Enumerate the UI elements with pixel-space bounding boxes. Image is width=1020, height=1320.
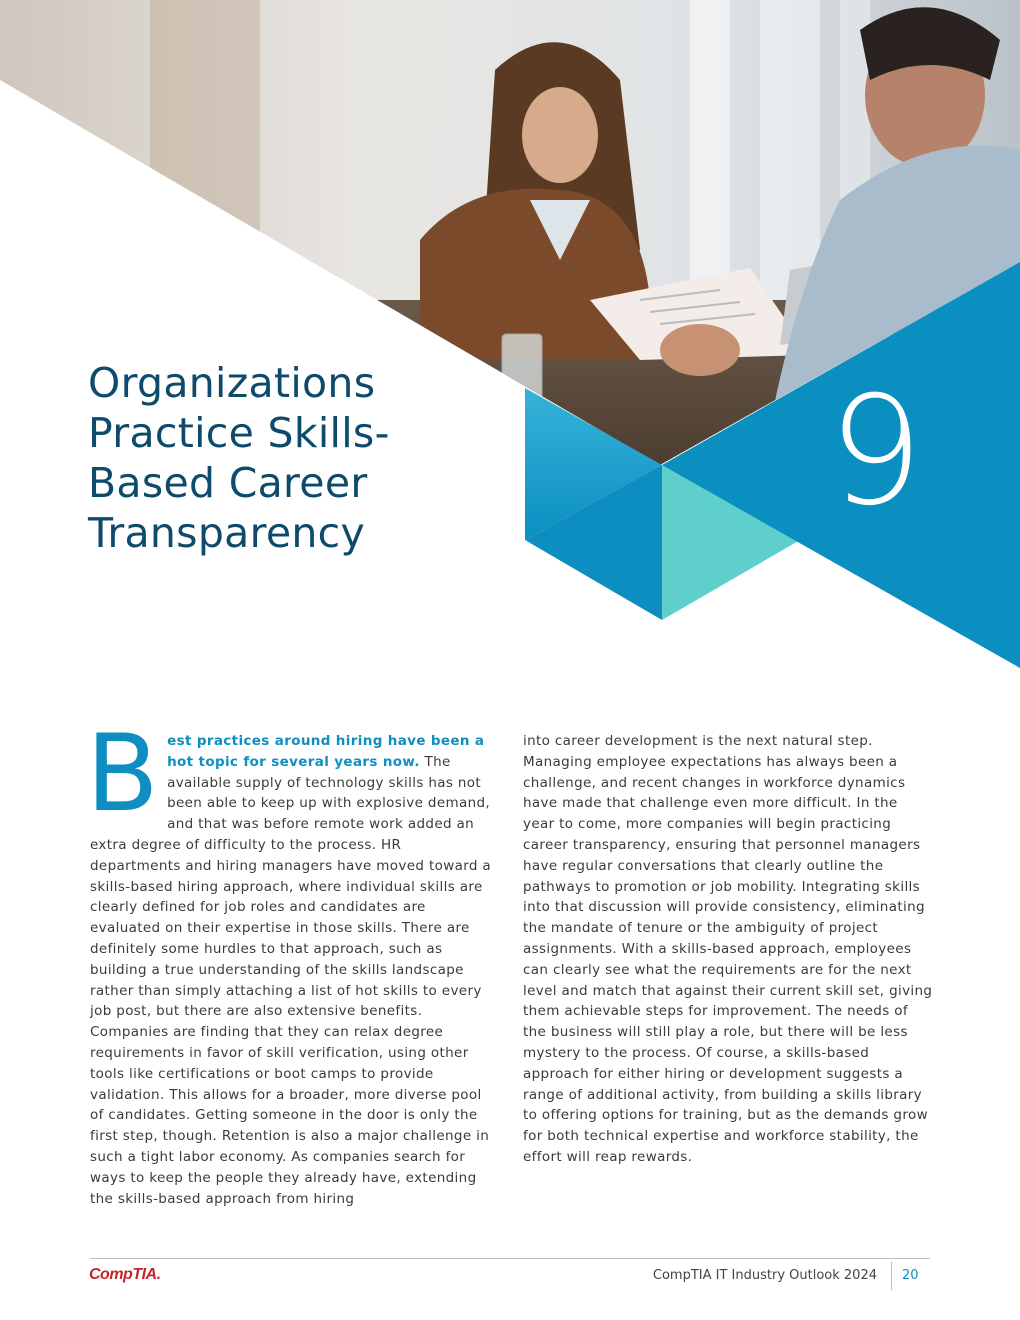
chapter-number: 9 [828, 365, 924, 539]
article-column-left [86, 712, 496, 1209]
footer-rule [90, 1258, 930, 1259]
comptia-logo: CompTIA. [89, 1266, 161, 1283]
article-column-right [523, 731, 933, 1168]
footer-divider [891, 1262, 892, 1290]
lead-sentence: est practices around hiring have been a hot topic for several years now. [167, 733, 485, 770]
body-text-right: into career development is the next natural step. Managing employee expectations has always been a challenge, and recent changes in workforce dynamics have made that challenge even more difficult. In the year to come, more companies will begin practicing career transparency, ensuring that personnel managers have regular conversations that clearly outline the pathways to promotion or job mobility. Integrating skills into that discussion will provide consistency, eliminating the mandate of tenure or the ambiguity of project assignments. With a skills-based approach, employees can clearly see what the requirements are for the next level and match that against their current skill set, giving them achievable steps for improvement. The needs of the business will still play a role, but there will be less mystery to the process. Of course, a skills-based approach for either hiring or development suggests a range of additional activity, from building a skills library to offering options for training, but as the demands grow for both technical expertise and workforce stability, the effort will reap rewards. [523, 733, 933, 1165]
drop-cap: B [86, 712, 160, 835]
publication-title: CompTIA IT Industry Outlook 2024 [652, 1268, 877, 1283]
page-number: 20 [902, 1268, 919, 1283]
body-text-left: The available supply of technology skills has not been able to keep up with explosive demand, and that was before remote work added an extra degree of difficulty to the process. HR departments and hiring managers have moved toward a skills-based hiring approach, where individual skills are clearly defined for job roles and candidates are evaluated on their expertise in those skills. There are definitely some hurdles to that approach, such as building a true understanding of the skills landscape rather than simply attaching a list of hot skills to every job post, but there are also extensive benefits. Companies are finding that they can relax degree requirements in favor of skill verification, using other tools like certifications or boot camps to provide validation. This allows for a broader, more diverse pool of candidates. Getting someone in the door is only the first step, though. Retention is also a major challenge in such a tight labor economy. As companies search for ways to keep the people they already have, extending the skills-based approach from hiring [90, 753, 492, 1207]
page-title: Organizations Practice Skills-Based Career Transparency [88, 359, 390, 557]
